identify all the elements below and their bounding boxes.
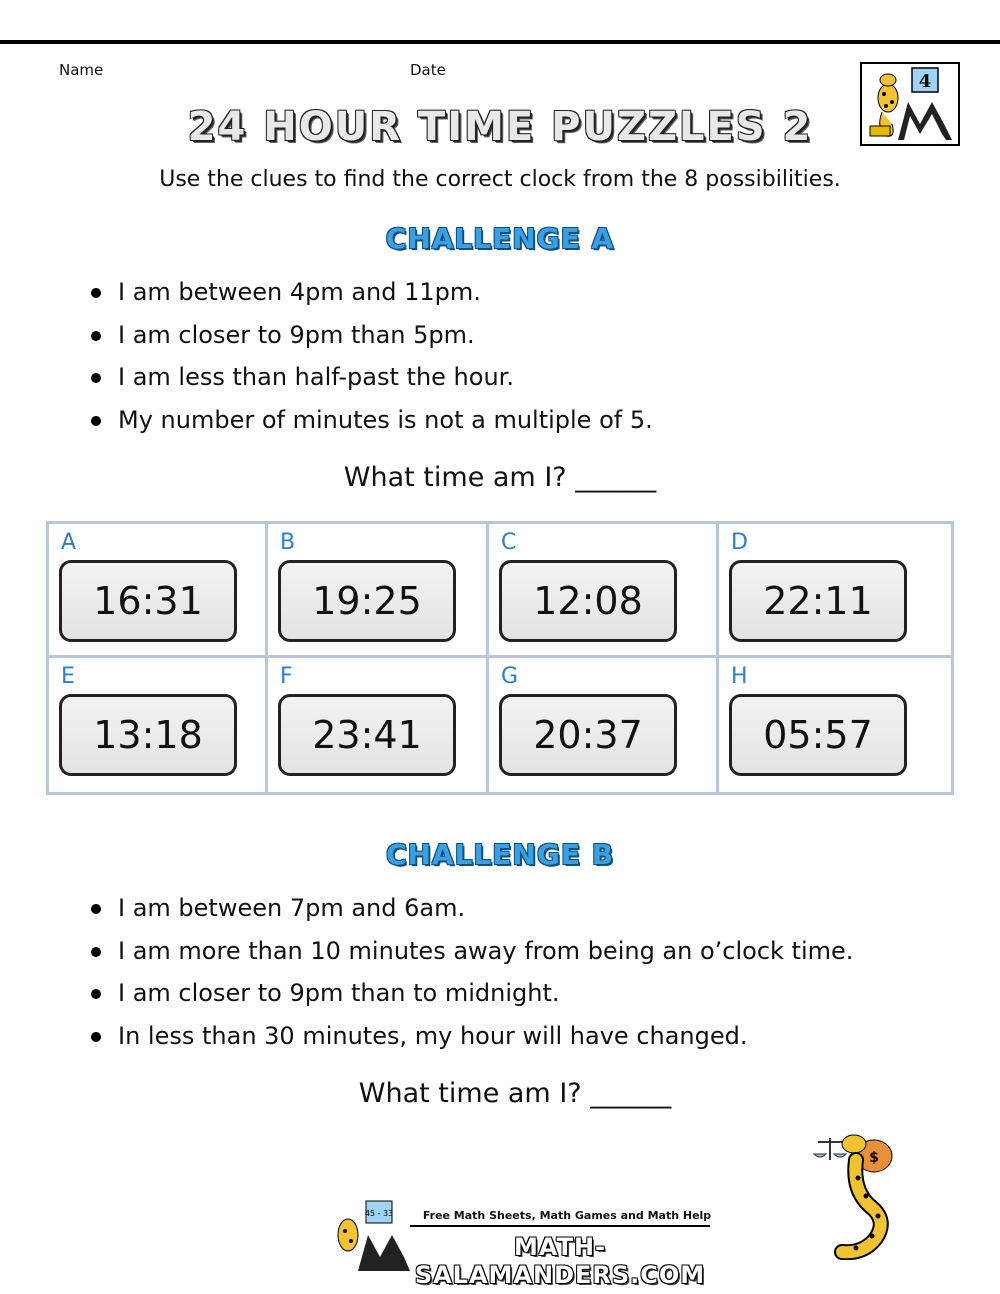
clock-cell-c	[489, 524, 719, 658]
challenge-a-question: What time am I? ______	[343, 462, 657, 493]
clock-cell-h	[719, 658, 951, 792]
digital-clock: 20:37	[499, 694, 677, 776]
name-label: Name	[59, 61, 104, 79]
challenge-b-clues	[88, 887, 853, 1057]
clock-letter: D	[731, 530, 748, 555]
clock-letter: G	[501, 664, 519, 689]
clock-cell-d	[719, 524, 951, 658]
digital-clock: 19:25	[278, 560, 456, 642]
clock-cell-a	[49, 524, 268, 658]
clue: I am more than 10 minutes away from being an o’clock time.	[88, 930, 853, 973]
clue: My number of minutes is not a multiple of 5.	[88, 399, 653, 442]
digital-clock: 22:11	[729, 560, 907, 642]
digital-clock: 16:31	[59, 560, 237, 642]
clue: I am between 4pm and 11pm.	[88, 271, 653, 314]
clock-letter: H	[731, 664, 748, 689]
digital-clock: 05:57	[729, 694, 907, 776]
clock-letter: E	[61, 664, 75, 689]
clock-letter: C	[501, 530, 517, 555]
date-label: Date	[410, 61, 446, 79]
clock-cell-e	[49, 658, 268, 792]
salamander-money-icon	[812, 1120, 932, 1260]
digital-clock: 12:08	[499, 560, 677, 642]
challenge-a-clues	[88, 271, 653, 441]
clock-cell-g	[489, 658, 719, 792]
clock-cell-b	[268, 524, 489, 658]
digital-clock: 13:18	[59, 694, 237, 776]
digital-clock: 23:41	[278, 694, 456, 776]
challenge-b-question: What time am I? ______	[358, 1078, 672, 1109]
clock-grid	[46, 521, 954, 795]
footer-site-name: MATH-SALAMANDERS.COM	[414, 1233, 706, 1289]
clue: I am closer to 9pm than 5pm.	[88, 314, 653, 357]
challenge-a-heading: CHALLENGE A	[385, 222, 615, 255]
svg-text:4: 4	[918, 71, 932, 92]
footer-rule	[410, 1225, 710, 1227]
clue: I am less than half-past the hour.	[88, 356, 653, 399]
clock-cell-f	[268, 658, 489, 792]
clock-letter: F	[280, 664, 293, 689]
footer-logo	[330, 1195, 712, 1289]
salamander-mascot	[812, 1120, 932, 1260]
salamander-logo-icon	[330, 1195, 420, 1275]
clock-letter: A	[61, 530, 77, 555]
clock-letter: B	[280, 530, 296, 555]
challenge-b-heading: CHALLENGE B	[385, 838, 615, 871]
footer-tagline: Free Math Sheets, Math Games and Math Help	[422, 1209, 712, 1222]
svg-text:$: $	[869, 1150, 879, 1166]
page-title: 24 HOUR TIME PUZZLES 2	[187, 104, 813, 150]
clue: I am closer to 9pm than to midnight.	[88, 972, 853, 1015]
clue: In less than 30 minutes, my hour will have changed.	[88, 1015, 853, 1058]
instructions: Use the clues to find the correct clock from the 8 possibilities.	[159, 167, 841, 192]
top-rule	[0, 40, 1000, 44]
svg-text:45 - 33: 45 - 33	[364, 1209, 394, 1218]
clue: I am between 7pm and 6am.	[88, 887, 853, 930]
